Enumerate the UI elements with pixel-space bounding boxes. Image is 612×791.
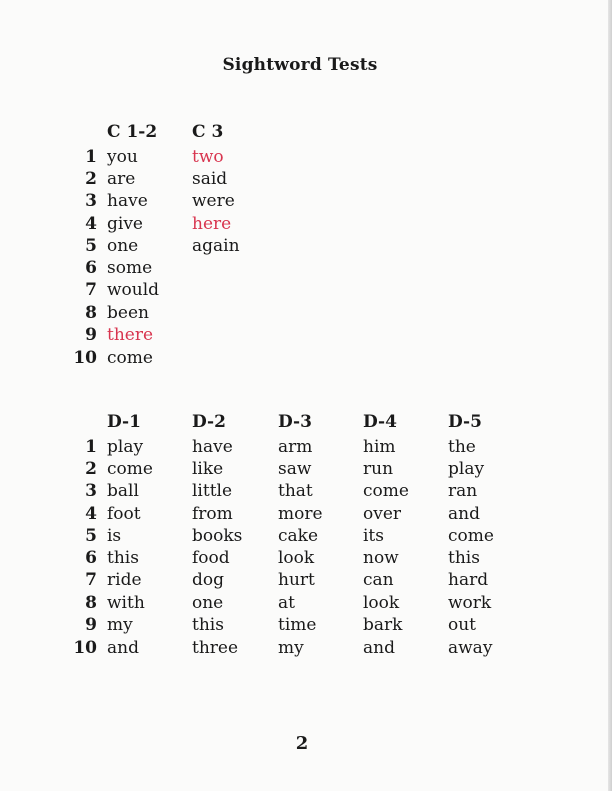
word-cell: work (448, 593, 492, 613)
word-cell: look (278, 548, 315, 568)
word-cell: again (192, 236, 240, 256)
row-number: 2 (85, 169, 97, 189)
table-row (0, 638, 612, 660)
row-number: 4 (85, 214, 97, 234)
table-row (0, 236, 612, 258)
word-cell: him (363, 437, 396, 457)
word-cell: have (107, 191, 148, 211)
column-header-d2: D-2 (192, 412, 226, 432)
word-cell: one (107, 236, 139, 256)
word-cell: my (107, 615, 133, 635)
row-number: 7 (85, 280, 97, 300)
row-number: 9 (85, 615, 97, 635)
word-cell: time (278, 615, 317, 635)
word-cell: have (192, 437, 233, 457)
word-cell: little (192, 481, 233, 501)
word-cell: would (107, 280, 160, 300)
table-row (0, 258, 612, 280)
word-cell: saw (278, 459, 312, 479)
word-cell: come (107, 348, 153, 368)
word-cell: run (363, 459, 394, 479)
word-cell: been (107, 303, 149, 323)
table-row (0, 504, 612, 526)
word-cell-highlighted: there (107, 325, 154, 345)
word-cell: were (192, 191, 235, 211)
row-number: 5 (85, 526, 97, 546)
row-number: 9 (85, 325, 97, 345)
table-row (0, 169, 612, 191)
row-number: 10 (73, 638, 97, 658)
word-cell: and (107, 638, 139, 658)
word-cell: come (107, 459, 153, 479)
word-cell-highlighted: two (192, 147, 224, 167)
page-edge-shadow (608, 0, 612, 791)
column-header-d1: D-1 (107, 412, 141, 432)
word-cell: at (278, 593, 295, 613)
word-cell: foot (107, 504, 141, 524)
word-cell: play (448, 459, 485, 479)
word-cell: that (278, 481, 313, 501)
word-cell: come (363, 481, 409, 501)
section-c-header-row (0, 122, 612, 144)
word-cell: its (363, 526, 384, 546)
column-header-d5: D-5 (448, 412, 482, 432)
row-number: 2 (85, 459, 97, 479)
page-number: 2 (295, 733, 309, 754)
word-cell: can (363, 570, 394, 590)
word-cell: my (278, 638, 304, 658)
column-header-d3: D-3 (278, 412, 312, 432)
row-number: 3 (85, 191, 97, 211)
word-cell: more (278, 504, 323, 524)
row-number: 10 (73, 348, 97, 368)
word-cell: one (192, 593, 224, 613)
table-row (0, 593, 612, 615)
page-title: Sightword Tests (222, 55, 378, 75)
table-row (0, 348, 612, 370)
word-cell: arm (278, 437, 313, 457)
word-cell: you (107, 147, 138, 167)
table-row (0, 526, 612, 548)
word-cell: from (192, 504, 233, 524)
word-cell: give (107, 214, 143, 234)
word-cell: some (107, 258, 153, 278)
column-header-d4: D-4 (363, 412, 397, 432)
row-number: 7 (85, 570, 97, 590)
word-cell: ran (448, 481, 478, 501)
word-cell: and (363, 638, 395, 658)
row-number: 3 (85, 481, 97, 501)
word-cell: now (363, 548, 399, 568)
table-row (0, 147, 612, 169)
word-cell: hard (448, 570, 489, 590)
word-cell: the (448, 437, 476, 457)
word-cell: look (363, 593, 400, 613)
word-cell: is (107, 526, 122, 546)
row-number: 6 (85, 258, 97, 278)
table-row (0, 280, 612, 302)
word-cell: this (107, 548, 139, 568)
table-row (0, 615, 612, 637)
word-cell: bark (363, 615, 403, 635)
table-row (0, 437, 612, 459)
word-cell: said (192, 169, 228, 189)
table-row (0, 214, 612, 236)
word-cell: over (363, 504, 402, 524)
row-number: 1 (85, 147, 97, 167)
word-cell-highlighted: here (192, 214, 232, 234)
row-number: 1 (85, 437, 97, 457)
table-row (0, 481, 612, 503)
word-cell: and (448, 504, 480, 524)
row-number: 6 (85, 548, 97, 568)
word-cell: ride (107, 570, 142, 590)
table-row (0, 303, 612, 325)
column-header-c1-2: C 1-2 (107, 122, 158, 142)
word-cell: away (448, 638, 493, 658)
word-cell: cake (278, 526, 319, 546)
word-cell: out (448, 615, 477, 635)
table-row (0, 191, 612, 213)
row-number: 8 (85, 303, 97, 323)
word-cell: come (448, 526, 494, 546)
column-header-c3: C 3 (192, 122, 224, 142)
row-number: 5 (85, 236, 97, 256)
table-row (0, 325, 612, 347)
word-cell: are (107, 169, 136, 189)
row-number: 4 (85, 504, 97, 524)
word-cell: three (192, 638, 239, 658)
word-cell: food (192, 548, 230, 568)
word-cell: like (192, 459, 224, 479)
table-row (0, 459, 612, 481)
word-cell: play (107, 437, 144, 457)
word-cell: books (192, 526, 243, 546)
word-cell: this (448, 548, 480, 568)
word-cell: dog (192, 570, 224, 590)
table-row (0, 548, 612, 570)
table-row (0, 570, 612, 592)
word-cell: hurt (278, 570, 315, 590)
word-cell: with (107, 593, 145, 613)
section-d-header-row (0, 412, 612, 434)
word-cell: ball (107, 481, 139, 501)
word-cell: this (192, 615, 224, 635)
row-number: 8 (85, 593, 97, 613)
